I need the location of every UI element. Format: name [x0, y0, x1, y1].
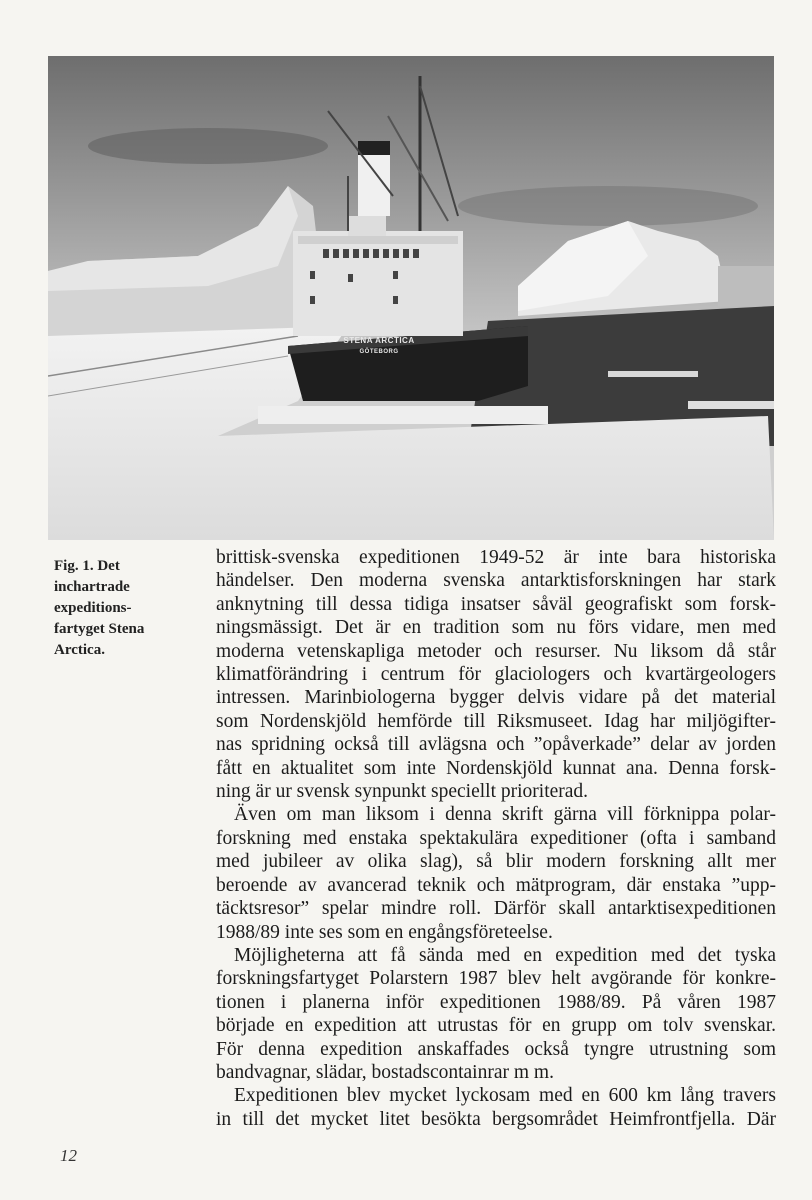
text-line: forskning med enstaka spektakulära expeditioner (ofta i samband — [216, 827, 776, 849]
page-number: 12 — [60, 1146, 77, 1165]
text-line: bandvagnar, slädar, bostadscontainrar m m. — [216, 1061, 554, 1083]
text-line: Möjligheterna att få sända med en expedition med det tyska — [234, 944, 776, 966]
ship-port: GÖTEBORG — [359, 349, 399, 355]
caption-line: expeditions- — [54, 600, 132, 616]
caption-line: Fig. 1. Det — [54, 558, 120, 574]
figure-caption — [54, 556, 174, 661]
caption-line: inchartrade — [54, 579, 130, 595]
text-line: 1988/89 inte ses som en engångsföreteelse. — [216, 921, 553, 943]
text-line: som Nordenskjöld hemförde till Riksmuseet. Idag har miljögifter- — [216, 710, 776, 732]
text-line: började en expedition att utrustas för en grupp om tolv svenskar. — [216, 1015, 776, 1037]
caption-line: fartyget Stena — [54, 621, 145, 637]
text-line: fått en aktualitet som inte Nordenskjöld kunnat ana. Denna forsk- — [216, 757, 776, 779]
text-line: anknytning till dessa tidiga insatser såväl geografiskt som forsk- — [216, 593, 776, 615]
text-line: forskningsfartyget Polarstern 1987 blev helt avgörande för konkre- — [216, 968, 776, 990]
text-line: tionen i planerna inför expeditionen 1988/89. På våren 1987 — [216, 991, 776, 1013]
text-line: Expeditionen blev mycket lyckosam med en 600 km lång travers — [234, 1085, 776, 1107]
ship-photo — [48, 56, 774, 540]
ship-name-lettering — [324, 336, 434, 357]
text-line: med jubileer av olika slag), så blir modern forskning allt mer — [216, 851, 776, 873]
text-line: intressen. Marinbiologerna bygger delvis vidare på det material — [216, 687, 776, 709]
text-line: Även om man liksom i denna skrift gärna vill förknippa polar- — [234, 804, 776, 826]
ship-name: STENA ARCTICA — [343, 336, 415, 345]
text-line: händelser. Den moderna svenska antarktisforskningen har stark — [216, 570, 776, 592]
text-line: beroende av avancerad teknik och mätprogram, där enstaka ”upp- — [216, 874, 776, 896]
text-line: nas spridning också till avlägsna och ”opåverkade” delar av jorden — [216, 734, 776, 756]
caption-line: Arctica. — [54, 642, 105, 658]
text-line: klimatförändring i centrum för glaciologers och kvartärgeologers — [216, 664, 776, 686]
body-text — [216, 546, 776, 1131]
text-line: ningsmässigt. Det är en tradition som nu förs vidare, men med — [216, 617, 776, 639]
text-line: ning är ur svensk synpunkt speciellt prioriterad. — [216, 781, 589, 803]
text-line: brittisk-svenska expeditionen 1949-52 är inte bara historiska — [216, 547, 776, 568]
text-line: För denna expedition anskaffades också tyngre utrustning som — [216, 1038, 776, 1060]
text-line: in till det mycket litet besökta bergsområdet Heimfrontfjella. Där — [216, 1108, 776, 1130]
text-line: täcktsresor” spelar mindre roll. Därför skall antarktisexpeditionen — [216, 898, 776, 920]
text-line: moderna vetenskapliga metoder och resurser. Nu liksom då står — [216, 640, 776, 662]
